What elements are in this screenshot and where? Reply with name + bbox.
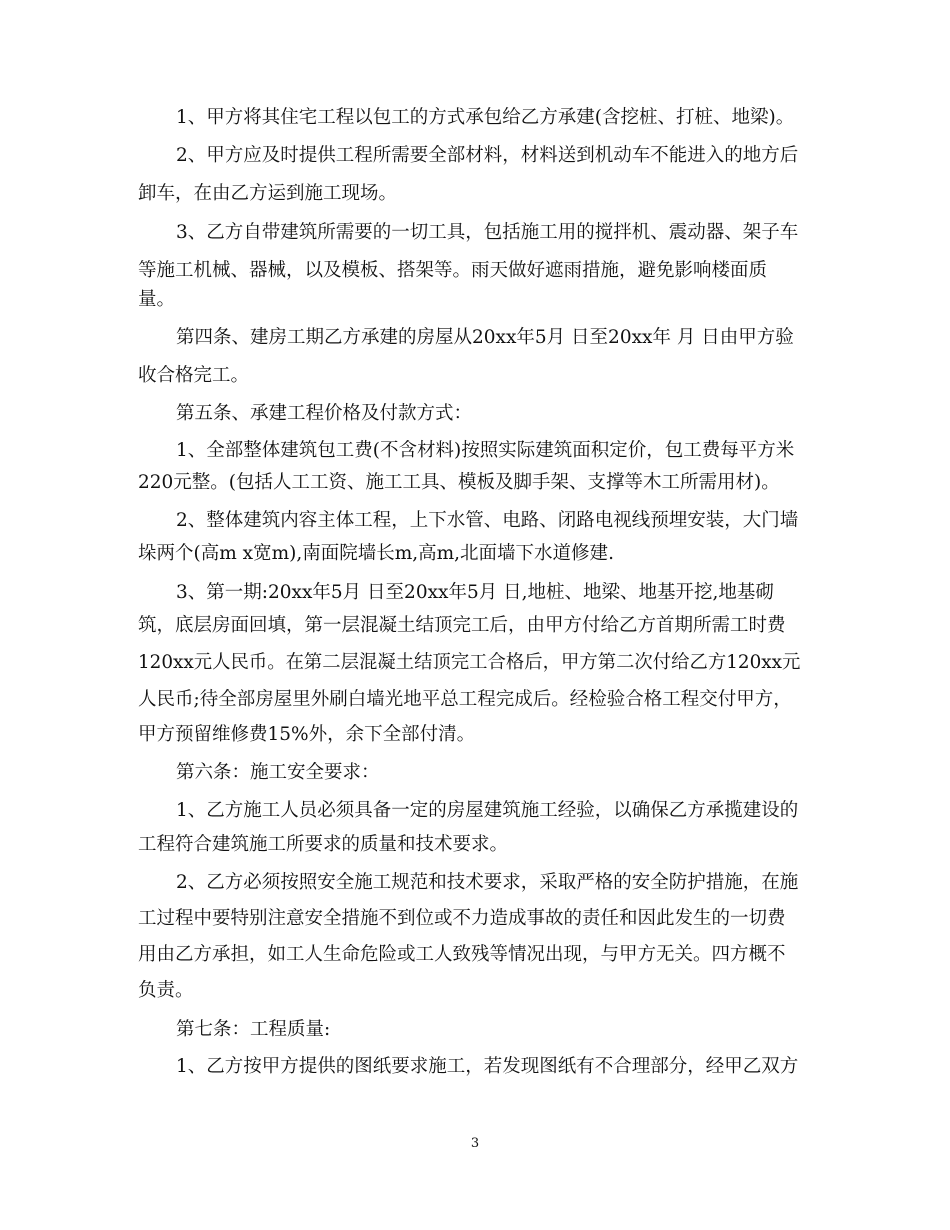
text-line: 卸车，在由乙方运到施工现场。 bbox=[138, 183, 398, 204]
text-line: 用由乙方承担，如工人生命危险或工人致残等情况出现，与甲方无关。四方概不 bbox=[138, 944, 786, 965]
text-line: 量。 bbox=[138, 289, 176, 310]
text-line: 2、甲方应及时提供工程所需要全部材料，材料送到机动车不能进入的地方后 bbox=[176, 145, 799, 166]
text-line: 负责。 bbox=[138, 980, 194, 1001]
text-line: 3、第一期:20xx年5月 日至20xx年5月 日,地桩、地梁、地基开挖,地基砌 bbox=[176, 582, 774, 603]
text-line: 甲方预留维修费15%外，余下全部付清。 bbox=[138, 724, 476, 745]
text-line: 收合格完工。 bbox=[138, 365, 250, 386]
text-line: 工过程中要特别注意安全措施不到位或不力造成事故的责任和因此发生的一切费 bbox=[138, 908, 786, 929]
text-line: 垛两个(高m x宽m),南面院墙长m,高m,北面墙下水道修建. bbox=[138, 543, 614, 564]
text-line: 第五条、承建工程价格及付款方式： bbox=[176, 403, 473, 424]
text-line: 筑，底层房面回填，第一层混凝土结顶完工后，由甲方付给乙方首期所需工时费 bbox=[138, 615, 786, 636]
text-line: 3、乙方自带建筑所需要的一切工具，包括施工用的搅拌机、震动器、架子车 bbox=[176, 222, 799, 243]
text-line: 2、整体建筑内容主体工程，上下水管、电路、闭路电视线预埋安装，大门墙 bbox=[176, 510, 799, 531]
page-number: 3 bbox=[470, 1136, 480, 1151]
text-line: 2、乙方必须按照安全施工规范和技术要求，采取严格的安全防护措施，在施 bbox=[176, 872, 799, 893]
text-line: 人民币;待全部房屋里外刷白墙光地平总工程完成后。经检验合格工程交付甲方， bbox=[138, 689, 792, 710]
text-line: 等施工机械、器械，以及模板、搭架等。雨天做好遮雨措施，避免影响楼面质 bbox=[138, 260, 768, 281]
text-line: 第六条：施工安全要求： bbox=[176, 762, 380, 783]
text-line: 第七条：工程质量: bbox=[176, 1019, 331, 1040]
text-line: 120xx元人民币。在第二层混凝土结顶完工合格后，甲方第二次付给乙方120xx元 bbox=[138, 652, 801, 673]
text-line: 220元整。(包括人工工资、施工工具、模板及脚手架、支撑等木工所需用材)。 bbox=[138, 472, 780, 493]
text-line: 1、甲方将其住宅工程以包工的方式承包给乙方承建(含挖桩、打桩、地梁)。 bbox=[176, 107, 795, 128]
text-line: 1、全部整体建筑包工费(不含材料)按照实际建筑面积定价，包工费每平方米 bbox=[176, 440, 795, 461]
text-line: 1、乙方按甲方提供的图纸要求施工，若发现图纸有不合理部分，经甲乙双方 bbox=[176, 1056, 799, 1077]
text-line: 1、乙方施工人员必须具备一定的房屋建筑施工经验，以确保乙方承揽建设的 bbox=[176, 800, 799, 821]
text-line: 第四条、建房工期乙方承建的房屋从20xx年5月 日至20xx年 月 日由甲方验 bbox=[176, 327, 794, 348]
text-line: 工程符合建筑施工所要求的质量和技术要求。 bbox=[138, 834, 509, 855]
